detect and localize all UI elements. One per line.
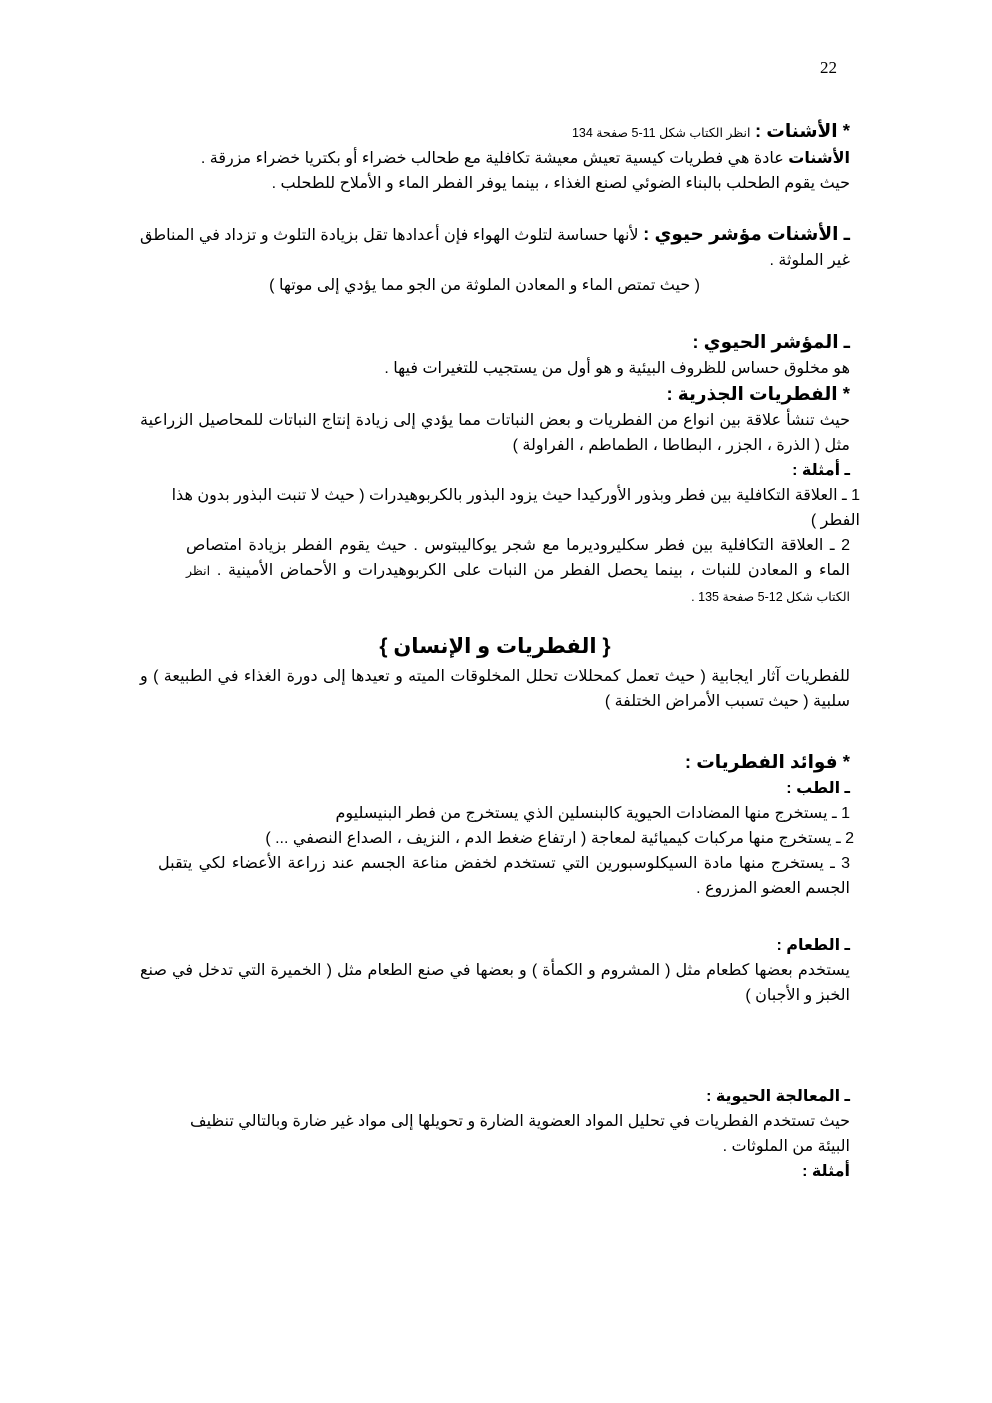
bio-indicator-heading: ـ المؤشر الحيوي : [692, 331, 850, 352]
bio-indicator-text: هو مخلوق حساس للظروف البيئية و هو أول من يستجيب للتغيرات فيها . [384, 360, 850, 377]
lichens-definition-text: عادة هي فطريات كيسية تعيش معيشة تكافلية مع طحالب خضراء أو بكتريا خضراء مزرقة . [200, 150, 784, 167]
mycorrhiza-examples-line [140, 458, 850, 483]
food-label-line [140, 933, 850, 958]
mycorrhiza-examples-label: ـ أمثلة : [792, 462, 850, 479]
lichens-role: حيث يقوم الطحلب بالبناء الضوئي لصنع الغذاء ، بينما يوفر الفطر الماء و الأملاح للطحلب . [271, 175, 850, 192]
indicator-heading: ـ الأشنات مؤشر حيوي : [643, 223, 851, 244]
bioremediation-label: ـ المعالجة الحيوية : [706, 1088, 850, 1105]
food-label: ـ الطعام : [776, 937, 850, 954]
lichens-heading: * الأشنات : [754, 120, 850, 141]
bioremediation-examples-line [140, 1159, 850, 1184]
benefits-heading: * فوائد الفطريات : [684, 751, 850, 772]
medicine-item-2: 2 ـ يستخرج منها مركبات كيميائية لمعاجة ( ارتفاع ضغط الدم ، النزيف ، الصداع النصفي ... ) [265, 830, 854, 847]
bioremediation-text: حيث تستخدم الفطريات في تحليل المواد العضوية الضارة و تحويلها إلى مواد غير ضارة وبالتالي تنظيف البيئة من الملوثات . [190, 1113, 850, 1155]
mycorrhiza-heading-line [140, 381, 850, 408]
bioremediation-label-line [140, 1084, 850, 1109]
medicine-label-line [140, 776, 850, 801]
mycorrhiza-example-2-text: 2 ـ العلاقة التكافلية بين فطر سكليروديرما مع شجر يوكاليبتوس . حيث يقوم الفطر بزيادة امتصاص الماء و المعادن للنبات ، بينما يحصل الفطر من النبات على الكربوهيدرات و الأحماض الأمينية . [186, 537, 851, 579]
lichens-heading-line [140, 118, 850, 146]
mycorrhiza-example-2 [186, 533, 850, 610]
lichens-definition [140, 146, 850, 171]
food-text: يستخدم بعضها كطعام مثل ( المشروم و الكمأة ) و بعضها في صنع الطعام مثل ( الخميرة التي تدخل في صنع الخبز و الأجبان ) [140, 962, 850, 1004]
mycorrhiza-example-2-ref: انظر الكتاب شكل 12-5 صفحة 135 . [186, 564, 850, 604]
document-body [140, 118, 860, 1184]
benefits-heading-line [140, 749, 850, 776]
bio-indicator-heading-line [140, 329, 850, 356]
mycorrhiza-example-1: 1 ـ العلاقة التكافلية بين فطر وبذور الأوركيدا حيث يزود البذور بالكربوهيدرات ( حيث لا تنبت البذور بدون هذا الفطر ) [171, 487, 860, 529]
indicator-text: لأنها حساسة لتلوث الهواء فإن أعدادها تقل بزيادة التلوث و تزداد في المناطق غير الملوثة . [140, 227, 850, 269]
medicine-item-3: 3 ـ يستخرج منها مادة السيكلوسبورين التي تستخدم لخفض مناعة الجسم عند زراعة الأعضاء لكي يتقبل الجسم العضو المزروع . [158, 855, 850, 897]
medicine-item-1: 1 ـ يستخرج منها المضادات الحيوية كالبنسلين الذي يستخرج من فطر البنيسليوم [335, 805, 850, 822]
indicator-paragraph [140, 221, 850, 273]
fungi-humans-title: { الفطريات و الإنسان } [379, 635, 611, 658]
medicine-label: ـ الطب : [786, 780, 850, 797]
lichens-term: الأشنات [788, 150, 850, 167]
mycorrhiza-heading: * الفطريات الجذرية : [666, 383, 850, 404]
page-number: 22 [820, 58, 837, 77]
bioremediation-examples-label: أمثلة : [802, 1163, 850, 1180]
indicator-note: ( حيث تمتص الماء و المعادن الملوثة من الجو مما يؤدي إلى موتها ) [269, 277, 700, 294]
fungi-humans-text: للفطريات آثار ايجابية ( حيث تعمل كمحللات تحلل المخلوقات الميته و تعيدها إلى دورة الغذاء في الطبيعة ) و سلبية ( حيث تسبب الأمراض الختلفة ) [140, 668, 850, 710]
mycorrhiza-text: حيث تنشأ علاقة بين انواع من الفطريات و بعض النباتات مما يؤدي إلى زيادة إنتاج النباتات للمحاصيل الزراعية مثل ( الذرة ، الجزر ، البطاطا ، الطماطم ، الفراولة ) [140, 412, 851, 454]
lichens-ref: انظر الكتاب شكل 11-5 صفحة 134 [571, 126, 751, 140]
